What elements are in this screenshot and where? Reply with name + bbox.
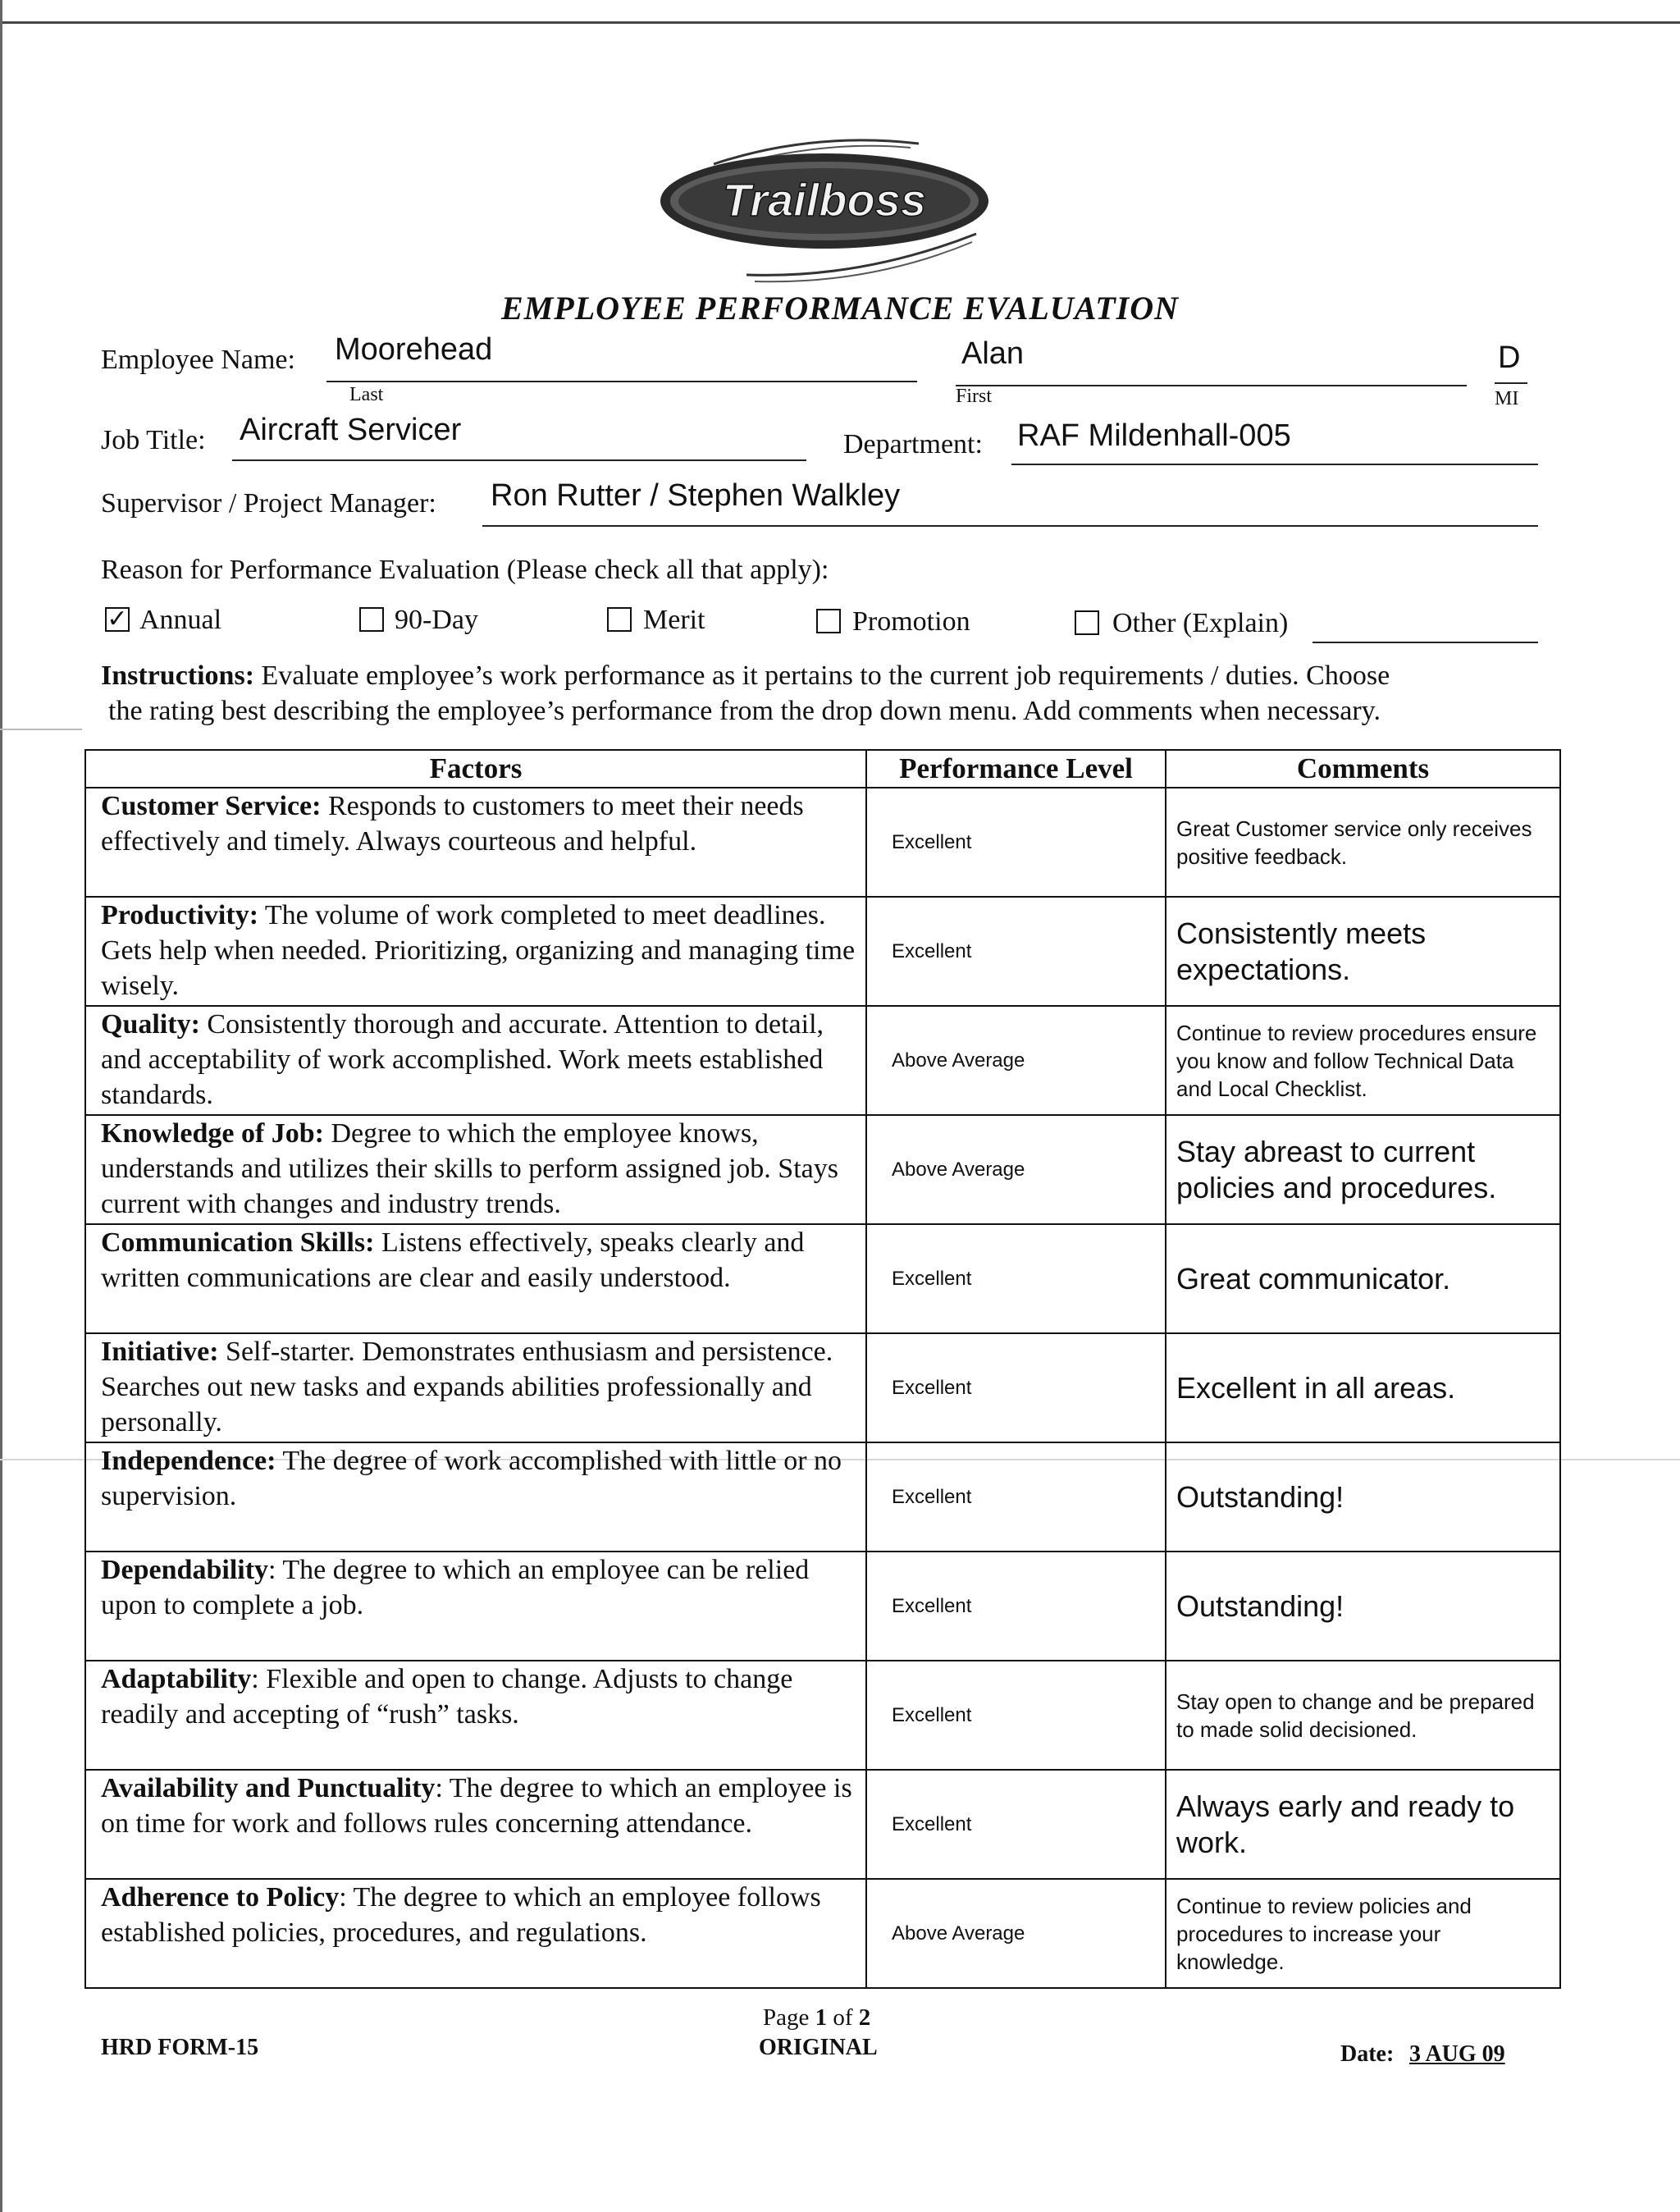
job-title-underline [232,459,806,461]
90-day-option-label: 90-Day [395,605,478,635]
factor-description: Consistently thorough and accurate. Attention to detail, and acceptability of work accomplished. Work meets established standards. [101,1009,824,1110]
employee-first-name-value: Alan [961,336,1025,371]
performance-level-dropdown[interactable]: Above Average [866,1006,1166,1115]
page-indicator [763,2004,870,2031]
mi-caption: MI [1495,388,1519,409]
factor-name: Adherence to Policy [101,1882,340,1913]
annual-option-label: Annual [139,605,222,635]
merit-option-label: Merit [643,605,705,635]
performance-level-dropdown[interactable]: Above Average [866,1115,1166,1224]
factor-description: : The degree to which an employee can be relied upon to complete a job. [101,1555,810,1620]
factor-description: : Flexible and open to change. Adjusts to change readily and accepting of “rush” tasks. [101,1664,793,1730]
comment-cell[interactable]: Great communicator. [1166,1224,1560,1333]
trailboss-logo [648,135,1001,291]
comment-cell[interactable]: Continue to review policies and procedures to increase your knowledge. [1166,1879,1560,1988]
factor-name: Dependability [101,1555,269,1585]
comment-cell[interactable]: Continue to review procedures ensure you know and follow Technical Data and Local Checklist. [1166,1006,1560,1115]
factor-name: Initiative: [101,1337,219,1367]
table-row [85,1442,1560,1552]
factor-name: Quality: [101,1009,200,1040]
performance-level-dropdown[interactable]: Excellent [866,1552,1166,1661]
factor-description: Responds to customers to meet their needs effectively and timely. Always courteous and helpful. [101,791,804,857]
date-value: 3 AUG 09 [1409,2041,1505,2067]
comment-cell[interactable]: Outstanding! [1166,1552,1560,1661]
form-title: EMPLOYEE PERFORMANCE EVALUATION [501,290,1179,327]
job-title-label: Job Title: [101,425,206,455]
employee-last-name-value: Moorehead [335,332,493,367]
annual-checkbox[interactable] [105,607,130,632]
check-mark-icon: ✓ [107,606,128,633]
header-factors: Factors [85,750,866,788]
comment-cell[interactable]: Consistently meets expectations. [1166,897,1560,1006]
factor-description: Degree to which the employee knows, understands and utilizes their skills to perform assigned job. Stays current with changes and industry trends. [101,1118,838,1219]
merit-checkbox[interactable] [607,607,632,632]
factor-cell [85,1770,866,1879]
table-row [85,1552,1560,1661]
department-label: Department: [843,429,983,459]
table-row [85,1224,1560,1333]
comment-cell[interactable]: Stay abreast to current policies and procedures. [1166,1115,1560,1224]
performance-level-dropdown[interactable]: Above Average [866,1879,1166,1988]
department-value: RAF Mildenhall-005 [1017,418,1291,453]
mi-underline [1495,382,1527,384]
factor-cell [85,1442,866,1552]
factor-cell [85,1006,866,1115]
factor-description: : The degree to which an employee follows established policies, procedures, and regulations. [101,1882,821,1948]
factor-name: Adaptability [101,1664,252,1694]
factor-cell [85,1224,866,1333]
date-label: Date: [1340,2041,1395,2067]
department-underline [1011,464,1538,465]
factor-name: Communication Skills: [101,1227,375,1258]
scan-left-edge [0,0,2,2212]
factor-name: Customer Service: [101,791,322,821]
other-checkbox[interactable] [1075,610,1099,635]
fold-mark-left [0,729,82,730]
other-explain-underline[interactable] [1312,642,1538,643]
performance-level-dropdown[interactable]: Excellent [866,1333,1166,1442]
scan-top-edge [0,21,1680,24]
performance-level-dropdown[interactable]: Excellent [866,1442,1166,1552]
last-name-caption: Last [349,384,384,405]
page-mid: of [827,2004,859,2031]
comment-cell[interactable]: Stay open to change and be prepared to made solid decisioned. [1166,1661,1560,1770]
evaluation-table [84,749,1561,1989]
table-row [85,1879,1560,1988]
factor-cell [85,1115,866,1224]
other-option-label: Other (Explain) [1112,608,1289,638]
factor-description: The degree of work accomplished with little or no supervision. [101,1446,842,1511]
table-row [85,1661,1560,1770]
factor-description: Listens effectively, speaks clearly and written communications are clear and easily understood. [101,1227,805,1293]
performance-level-dropdown[interactable]: Excellent [866,1661,1166,1770]
original-stamp: ORIGINAL [759,2035,878,2060]
first-name-underline [956,385,1467,386]
employee-name-label: Employee Name: [101,345,295,375]
performance-level-dropdown[interactable]: Excellent [866,1770,1166,1879]
promotion-checkbox[interactable] [816,609,841,633]
page-prefix: Page [763,2004,815,2031]
table-row [85,788,1560,897]
instructions-text-1: Evaluate employee’s work performance as it pertains to the current job requirements / duties. Choose [254,660,1390,691]
supervisor-value: Ron Rutter / Stephen Walkley [491,478,901,513]
table-row [85,1333,1560,1442]
factor-cell [85,1552,866,1661]
supervisor-underline [482,525,1538,527]
table-row [85,897,1560,1006]
performance-level-dropdown[interactable]: Excellent [866,897,1166,1006]
table-row [85,1115,1560,1224]
factor-cell [85,1661,866,1770]
90-day-checkbox[interactable] [359,607,384,632]
logo-wordmark: Trailboss [723,174,926,226]
factor-cell [85,1879,866,1988]
instructions-line-1 [101,658,1577,693]
factor-description: Self-starter. Demonstrates enthusiasm and persistence. Searches out new tasks and expands abilities professionally and personally. [101,1337,833,1437]
instructions-lead: Instructions: [101,660,255,691]
supervisor-label: Supervisor / Project Manager: [101,488,436,519]
performance-level-dropdown[interactable]: Excellent [866,788,1166,897]
instructions-line-2: the rating best describing the employee’s performance from the drop down menu. Add comments when necessary. [108,696,1381,726]
first-name-caption: First [956,386,993,407]
table-row [85,1006,1560,1115]
factor-cell [85,1333,866,1442]
page-total: 2 [858,2004,871,2031]
factor-name: Availability and Punctuality [101,1773,436,1803]
comment-cell[interactable]: Great Customer service only receives positive feedback. [1166,788,1560,897]
table-row [85,1770,1560,1879]
header-comments: Comments [1166,750,1560,788]
performance-level-dropdown[interactable]: Excellent [866,1224,1166,1333]
promotion-option-label: Promotion [852,606,970,637]
factor-name: Productivity: [101,900,259,930]
comment-cell[interactable]: Always early and ready to work. [1166,1770,1560,1879]
factor-description: The volume of work completed to meet deadlines. Gets help when needed. Prioritizing, organizing and managing time wisely. [101,900,856,1001]
factor-cell [85,788,866,897]
last-name-underline [326,381,917,382]
reason-label: Reason for Performance Evaluation (Please check all that apply): [101,555,829,585]
page-number: 1 [815,2004,828,2031]
factor-description: : The degree to which an employee is on time for work and follows rules concerning attendance. [101,1773,852,1839]
factor-cell [85,897,866,1006]
header-performance-level: Performance Level [866,750,1166,788]
employee-mi-value: D [1498,340,1521,375]
factor-name: Independence: [101,1446,276,1476]
comment-cell[interactable]: Outstanding! [1166,1442,1560,1552]
factor-name: Knowledge of Job: [101,1118,324,1149]
job-title-value: Aircraft Servicer [240,413,462,447]
comment-cell[interactable]: Excellent in all areas. [1166,1333,1560,1442]
form-id: HRD FORM-15 [101,2035,259,2060]
